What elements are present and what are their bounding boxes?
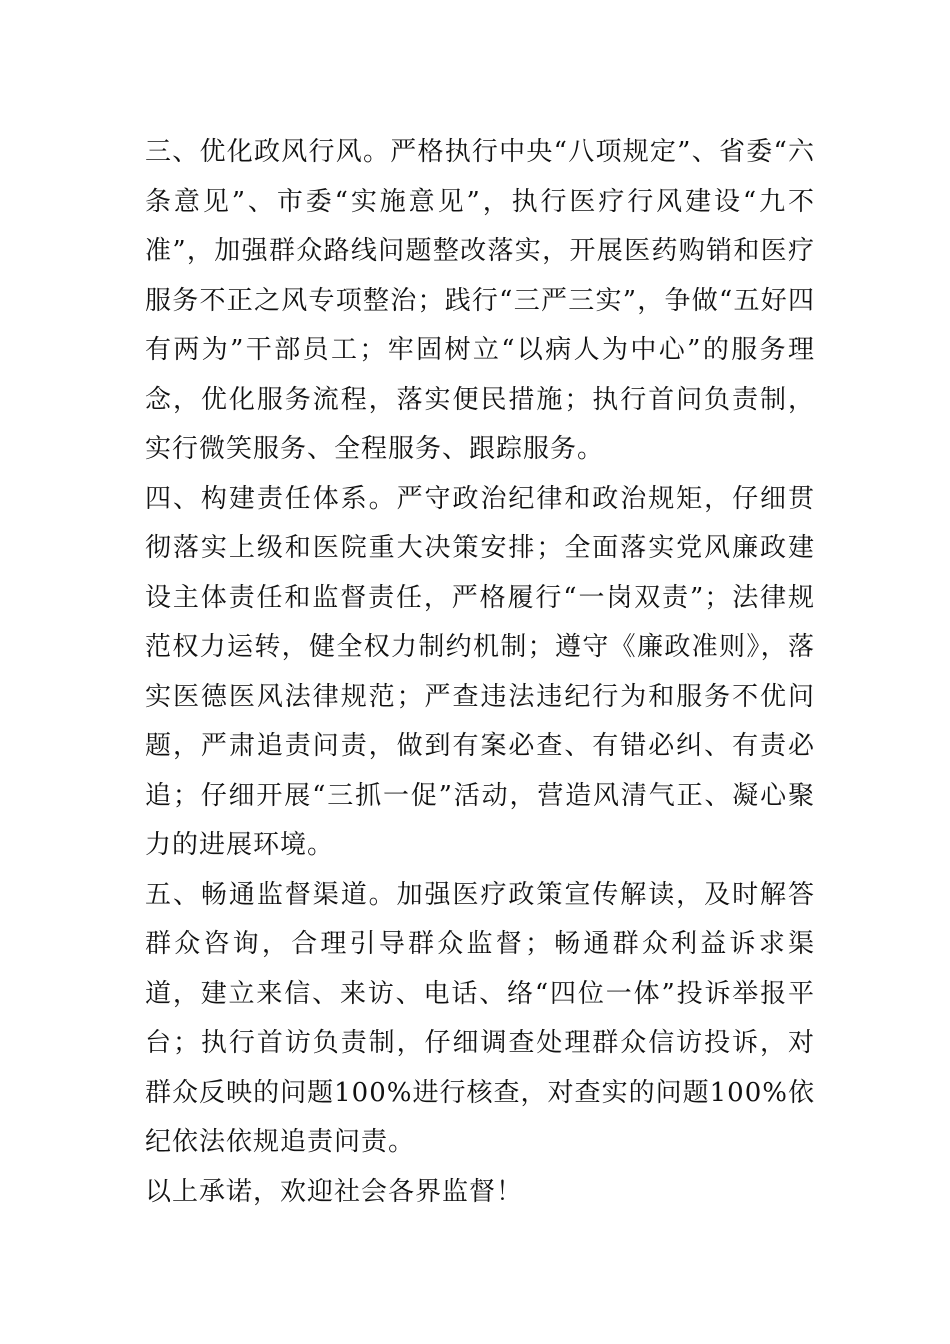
paragraph-responsibility-system: 四、构建责任体系。严守政治纪律和政治规矩，仔细贯彻落实上级和医院重大决策安排；全面落实党风廉政建设主体责任和监督责任，严格履行“一岗双责”；法律规范权力运转，健全权力制约机制；遵守《廉政准则》，落实医德医风法律规范；严查违法违纪行为和服务不优问题，严肃追责问责，做到有案必查、有错必纠、有责必追；仔细开展“三抓一促”活动，营造风清气正、凝心聚力的进展环境。 — [145, 483, 815, 860]
paragraph-supervision-channels: 五、畅通监督渠道。加强医疗政策宣传解读，及时解答群众咨询，合理引导群众监督；畅通群众利益诉求渠道，建立来信、来访、电话、络“四位一体”投诉举报平台；执行首访负责制，仔细调查处理群众信访投诉，对群众反映的问题100%进行核查，对查实的问题100%依纪依法依规追责问责。 — [145, 879, 815, 1157]
paragraph-closing-pledge: 以上承诺，欢迎社会各界监督！ — [145, 1176, 524, 1207]
document-body — [145, 128, 815, 1217]
paragraph-improve-conduct: 三、优化政风行风。严格执行中央“八项规定”、省委“六条意见”、市委“实施意见”，执行医疗行风建设“九不准”，加强群众路线问题整改落实，开展医药购销和医疗服务不正之风专项整治；践行“三严三实”，争做“五好四有两为”干部员工；牢固树立“以病人为中心”的服务理念，优化服务流程，落实便民措施；执行首问负责制，实行微笑服务、全程服务、跟踪服务。 — [145, 137, 815, 464]
